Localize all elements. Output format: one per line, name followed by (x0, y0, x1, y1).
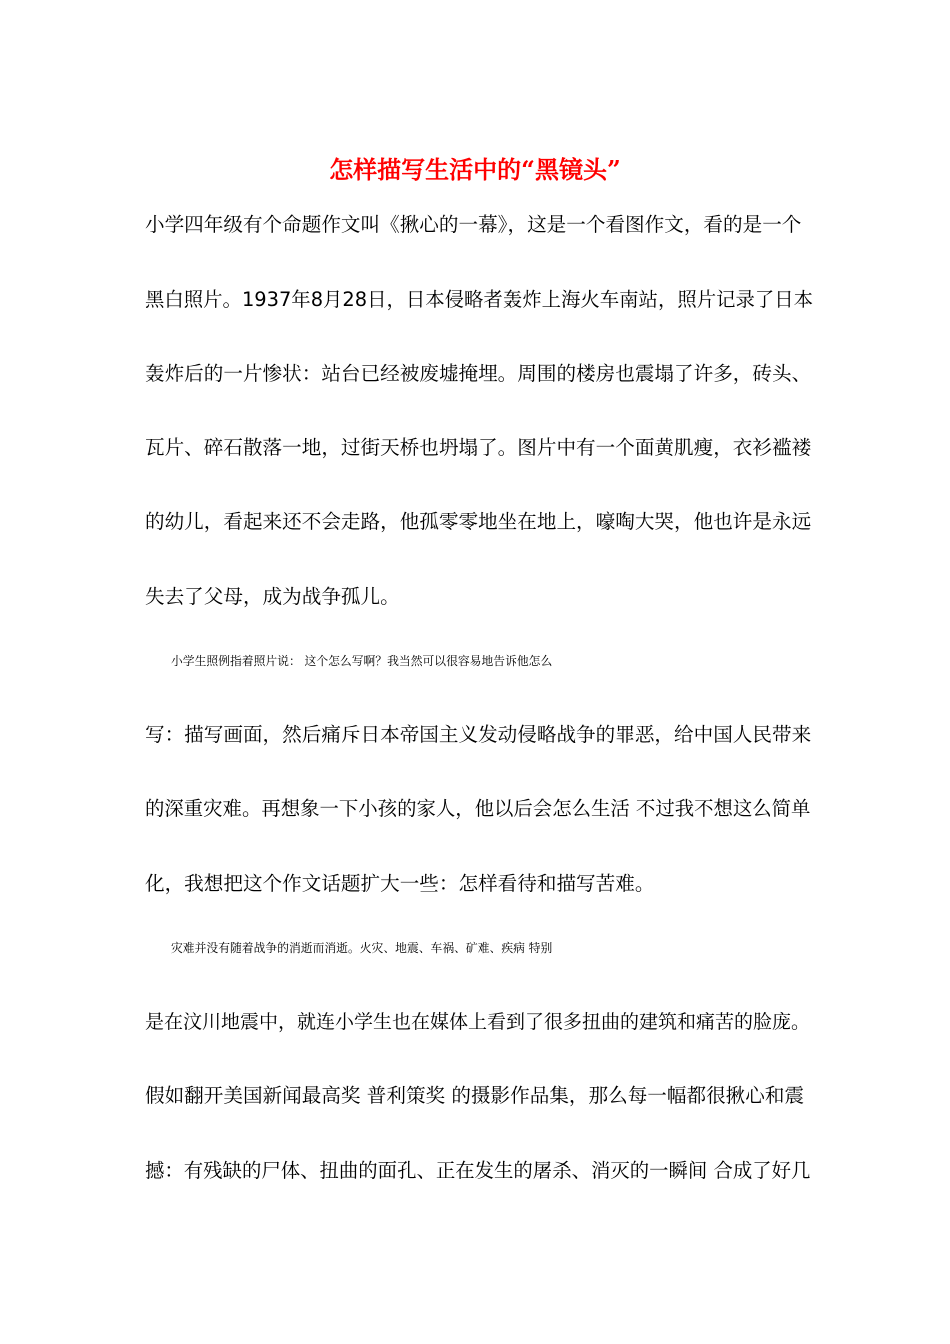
text-line: 撼：有残缺的尸体、扭曲的面孔、正在发生的屠杀、消灭的一瞬间 合成了好几 (145, 1159, 811, 1182)
text-line: 瓦片、碎石散落一地，过街天桥也坍塌了。图片中有一个面黄肌瘦，衣衫褴褛 (145, 436, 812, 459)
text-line: 假如翻开美国新闻最高奖 普利策奖 的摄影作品集，那么每一幅都很揪心和震 (145, 1084, 805, 1107)
text-line: 失去了父母，成为战争孤儿。 (145, 585, 400, 608)
text-line: 灾难并没有随着战争的消逝而消逝。火灾、地震、车祸、矿难、疾病 特别 (171, 941, 553, 955)
text-line: 是在汶川地震中，就连小学生也在媒体上看到了很多扭曲的建筑和痛苦的脸庞。 (145, 1011, 811, 1033)
text-line: 的幼儿，看起来还不会走路，他孤零零地坐在地上，嚎啕大哭，他也许是永远 (145, 510, 812, 533)
text-line: 小学生照例指着照片说： 这个怎么写啊？我当然可以很容易地告诉他怎么 (171, 654, 553, 668)
text-line: 写：描写画面，然后痛斥日本帝国主义发动侵略战争的罪恶，给中国人民带来 (145, 723, 812, 746)
document-title: 怎样描写生活中的“黑镜头” (329, 155, 621, 184)
text-line: 的深重灾难。再想象一下小孩的家人，他以后会怎么生活 不过我不想这么简单 (145, 797, 811, 820)
text-line: 黑白照片。1937年8月28日，日本侵略者轰炸上海火车南站，照片记录了日本 (145, 288, 814, 311)
text-line: 小学四年级有个命题作文叫《揪心的一幕》，这是一个看图作文，看的是一个 (145, 213, 802, 236)
text-line: 轰炸后的一片惨状：站台已经被废墟掩埋。周围的楼房也震塌了许多，砖头、 (145, 362, 812, 385)
text-line: 化，我想把这个作文话题扩大一些：怎样看待和描写苦难。 (145, 872, 655, 895)
